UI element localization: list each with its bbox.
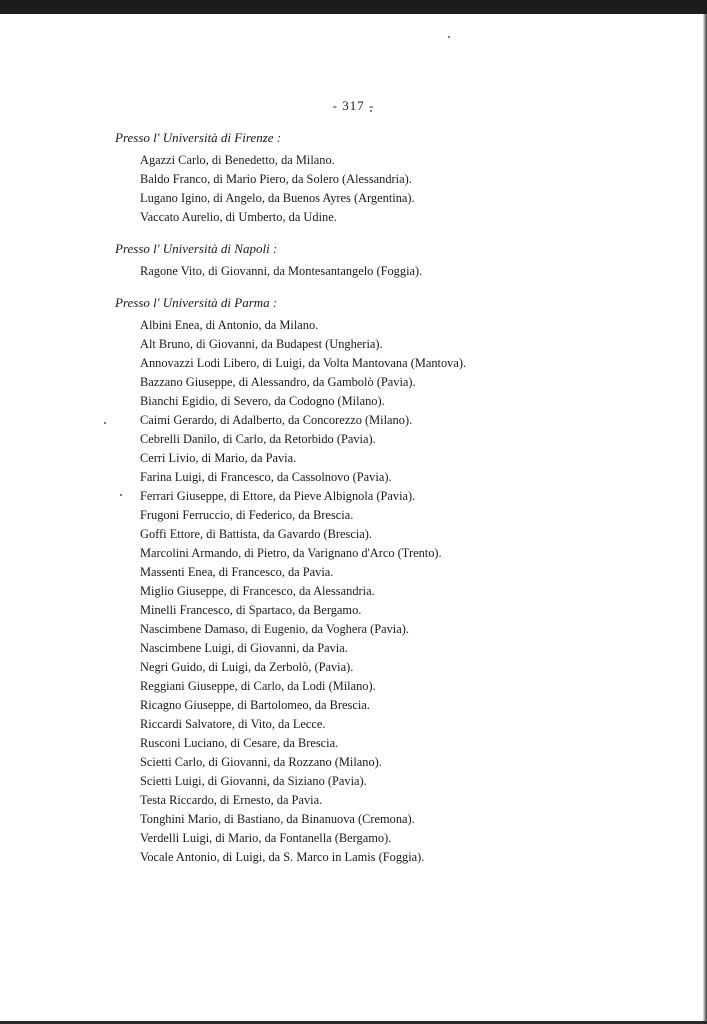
section-firenze [115,128,535,227]
list-item: Ragone Vito, di Giovanni, da Montesantangelo (Foggia). [140,264,423,278]
section-heading: Presso l' Università di Firenze : [115,130,282,145]
list-item: Albini Enea, di Antonio, da Milano. [140,318,319,332]
list-item: Cebrelli Danilo, di Carlo, da Retorbido (Pavia). [140,432,376,446]
list-item: Minelli Francesco, di Spartaco, da Bergamo. [140,603,362,617]
scan-top-border [0,0,707,14]
list-item: Ferrari Giuseppe, di Ettore, da Pieve Albignola (Pavia). [140,489,416,503]
list-item: Nascimbene Luigi, di Giovanni, da Pavia. [140,641,348,655]
page-number: - 317 - [332,98,375,113]
list-item: Baldo Franco, di Mario Piero, da Solero (Alessandria). [140,172,412,186]
list-item: Scietti Luigi, di Giovanni, da Siziano (Pavia). [140,774,367,788]
list-item: Bianchi Egidio, di Severo, da Codogno (Milano). [140,394,385,408]
list-item: Bazzano Giuseppe, di Alessandro, da Gambolò (Pavia). [140,375,416,389]
list-item: Vaccato Aurelio, di Umberto, da Udine. [140,210,337,224]
section-napoli [115,239,535,281]
entry-list [115,316,535,867]
document-body [115,128,535,879]
list-item: Caimi Gerardo, di Adalberto, da Concorezzo (Milano). [140,413,413,427]
list-item: Annovazzi Lodi Libero, di Luigi, da Volta Mantovana (Mantova). [140,356,467,370]
scan-right-edge [703,14,707,1024]
list-item: Cerri Livio, di Mario, da Pavia. [140,451,297,465]
scan-speck [104,422,106,424]
list-item: Agazzi Carlo, di Benedetto, da Milano. [140,153,335,167]
list-item: Reggiani Giuseppe, di Carlo, da Lodi (Milano). [140,679,376,693]
list-item: Ricagno Giuseppe, di Bartolomeo, da Brescia. [140,698,370,712]
list-item: Testa Riccardo, di Ernesto, da Pavia. [140,793,323,807]
list-item: Scietti Carlo, di Giovanni, da Rozzano (Milano). [140,755,382,769]
list-item: Lugano Igino, di Angelo, da Buenos Ayres (Argentina). [140,191,415,205]
list-item: Tonghini Mario, di Bastiano, da Binanuova (Cremona). [140,812,415,826]
list-item: Vocale Antonio, di Luigi, da S. Marco in Lamis (Foggia). [140,850,425,864]
section-heading: Presso l' Università di Napoli : [115,241,278,256]
scan-speck [448,36,450,38]
list-item: Frugoni Ferruccio, di Federico, da Brescia. [140,508,354,522]
list-item: Negri Guido, di Luigi, da Zerbolò, (Pavia). [140,660,354,674]
list-item: Riccardi Salvatore, di Vito, da Lecce. [140,717,326,731]
list-item: Massenti Enea, di Francesco, da Pavia. [140,565,334,579]
list-item: Verdelli Luigi, di Mario, da Fontanella (Bergamo). [140,831,392,845]
entry-list [115,151,535,227]
list-item: Nascimbene Damaso, di Eugenio, da Voghera (Pavia). [140,622,409,636]
list-item: Marcolini Armando, di Pietro, da Varignano d'Arco (Trento). [140,546,442,560]
section-parma [115,293,535,867]
list-item: Miglio Giuseppe, di Francesco, da Alessandria. [140,584,375,598]
list-item: Rusconi Luciano, di Cesare, da Brescia. [140,736,339,750]
list-item: Farina Luigi, di Francesco, da Cassolnovo (Pavia). [140,470,392,484]
section-heading: Presso l' Università di Parma : [115,295,278,310]
list-item: Alt Bruno, di Giovanni, da Budapest (Ungheria). [140,337,383,351]
entry-list [115,262,535,281]
list-item: Goffi Ettore, di Battista, da Gavardo (Brescia). [140,527,373,541]
